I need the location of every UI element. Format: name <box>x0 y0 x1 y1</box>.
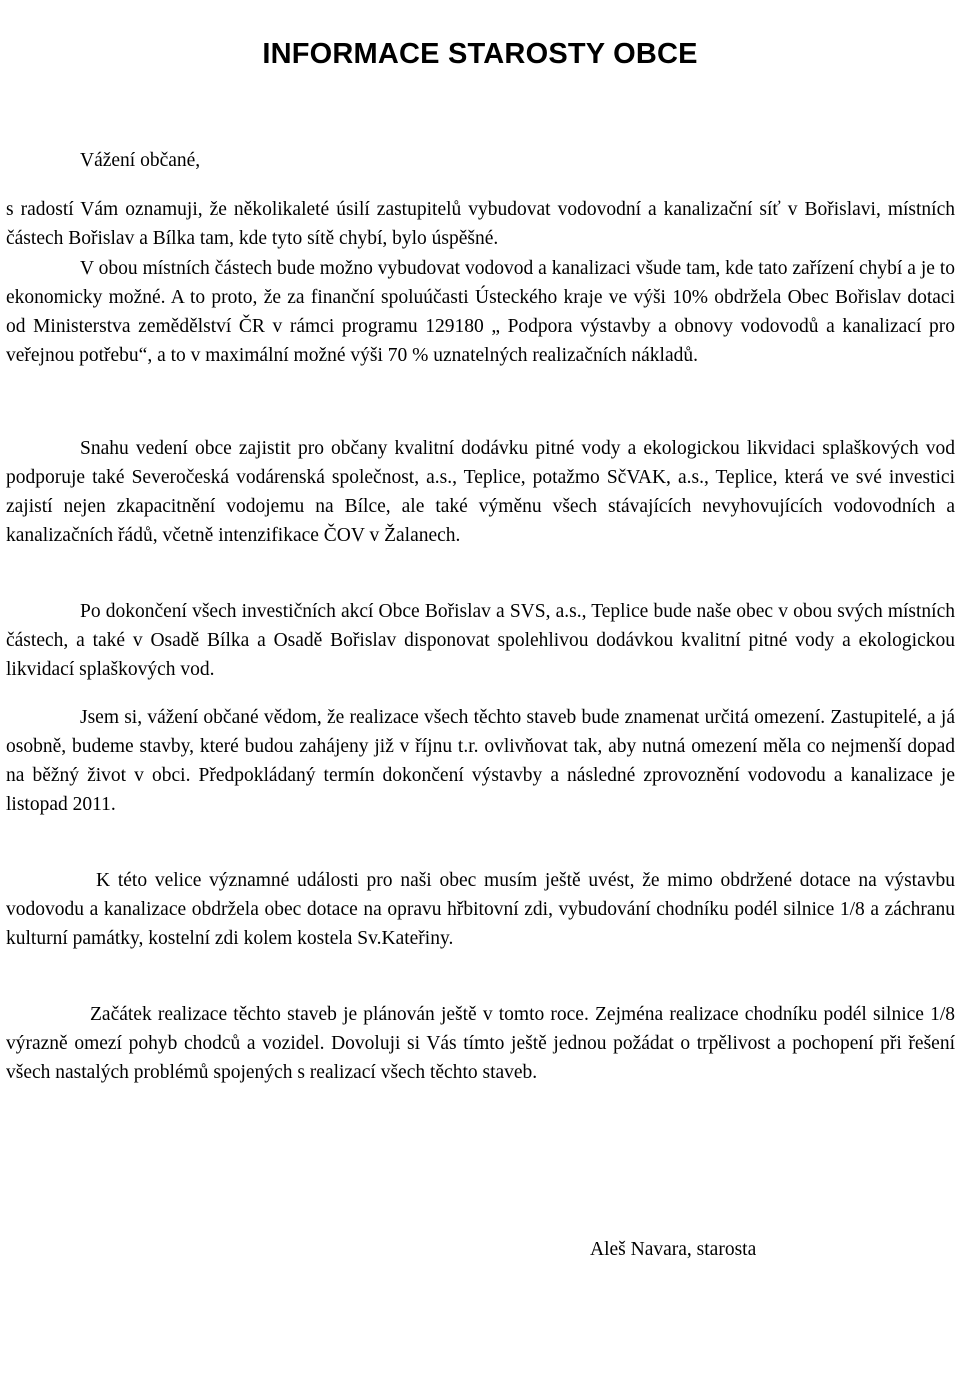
paragraph-7: Začátek realizace těchto staveb je plánován ještě v tomto roce. Zejména realizace chodníku podél silnice 1/8 výrazně omezí pohyb chodců a vozidel. Dovoluji si Vás tímto ještě jednou požádat o trpělivost a pochopení při řešení všech nastalých problémů spojených s realizací všech těchto staveb. <box>6 1004 955 1083</box>
paragraph-1: s radostí Vám oznamuji, že několikaleté úsilí zastupitelů vybudovat vodovodní a kanalizační síť v Bořislavi, místních částech Bořislav a Bílka tam, kde tyto sítě chybí, bylo úspěšné. <box>6 199 955 249</box>
signature: Aleš Navara, starosta <box>590 1239 757 1260</box>
paragraph-2: V obou místních částech bude možno vybudovat vodovod a kanalizaci všude tam, kde tato zařízení chybí a je to ekonomicky možné. A to proto, že za finanční spoluúčasti Ústeckého kraje ve výši 10% obdržela Obec Bořislav dotaci od Ministerstva zemědělství ČR v rámci programu 129180 „ Podpora výstavby a obnovy vodovodů a kanalizací pro veřejnou potřebu“, a to v maximální možné výši 70 % uznatelných realizačních nákladů. <box>6 258 955 366</box>
document-title: INFORMACE STAROSTY OBCE <box>262 38 698 70</box>
paragraph-4: Po dokončení všech investičních akcí Obce Bořislav a SVS, a.s., Teplice bude naše obec v obou svých místních částech, a také v Osadě Bílka a Osadě Bořislav disponovat spolehlivou dodávkou kvalitní pitné vody a ekologickou likvidací splaškových vod. <box>6 601 955 680</box>
paragraph-6: K této velice významné události pro naši obec musím ještě uvést, že mimo obdržené dotace na výstavbu vodovodu a kanalizace obdržela obec dotace na opravu hřbitovní zdi, vybudování chodníku podél silnice 1/8 a záchranu kulturní památky, kostelní zdi kolem kostela Sv.Kateřiny. <box>6 870 955 949</box>
salutation: Vážení občané, <box>80 150 201 171</box>
paragraph-5: Jsem si, vážení občané vědom, že realizace všech těchto staveb bude znamenat určitá omezení. Zastupitelé, a já osobně, budeme stavby, které budou zahájeny již v říjnu t.r. ovlivňovat tak, aby nutná omezení měla co nejmenší dopad na běžný život v obci. Předpokládaný termín dokončení výstavby a následné zprovoznění vodovodu a kanalizace je listopad 2011. <box>6 707 955 815</box>
paragraph-3: Snahu vedení obce zajistit pro občany kvalitní dodávku pitné vody a ekologickou likvidaci splaškových vod podporuje také Severočeská vodárenská společnost, a.s., Teplice, potažmo SčVAK, a.s., Teplice, která ve své investici zajistí nejen zkapacitnění vodojemu na Bílce, ale také výměnu všech stávajících nevyhovujících vodovodních a kanalizačních řádů, včetně intenzifikace ČOV v Žalanech. <box>6 438 955 546</box>
